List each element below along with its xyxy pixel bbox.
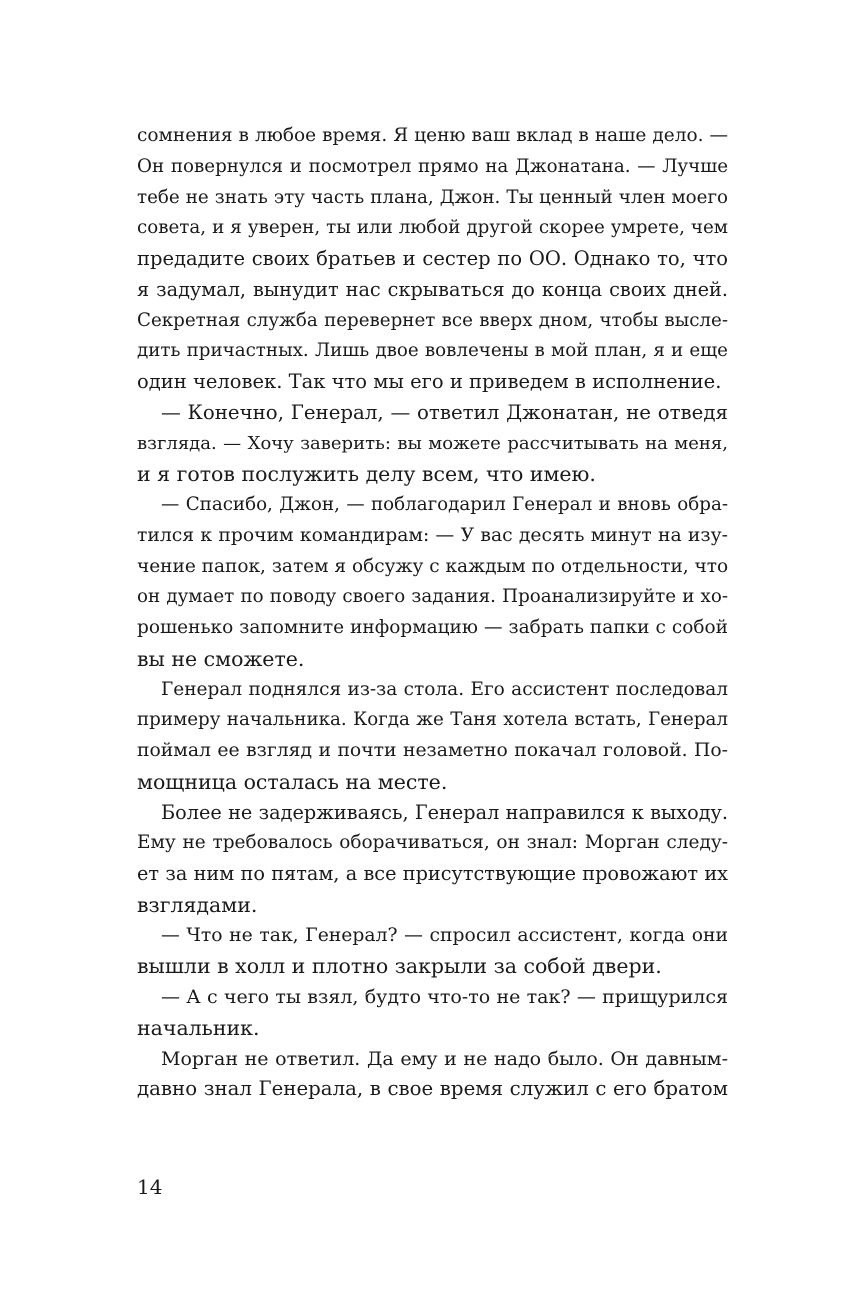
page-number: 14: [137, 1175, 163, 1199]
text-line: — А с чего ты взял, будто что-то не так? — прищурился: [161, 986, 728, 1008]
text-line: взглядами.: [137, 892, 258, 917]
text-line: ет за ним по пятам, а все присутствующие провожают их: [137, 862, 728, 885]
text-line: примеру начальника. Когда же Таня хотела встать, Генерал: [137, 709, 728, 731]
text-line: предадите своих братьев и сестер по ОО. Однако то, что: [137, 247, 728, 270]
body-text: [137, 121, 728, 1105]
text-line: взгляда. — Хочу заверить: вы можете рассчитывать на меня,: [137, 432, 728, 454]
text-line: чение папок, затем я обсужу с каждым по отдельности, что: [137, 555, 729, 577]
text-line: начальник.: [137, 1015, 260, 1040]
text-line: один человек. Так что мы его и приведем в исполнение.: [137, 370, 722, 393]
text-line: Морган не ответил. Да ему и не надо было. Он давным-: [161, 1047, 728, 1070]
text-line: вышли в холл и плотно закрыли за собой двери.: [137, 954, 662, 979]
text-line: Секретная служба перевернет все вверх дном, чтобы высле-: [137, 309, 728, 331]
text-line: давно знал Генерала, в свое время служил с его братом: [137, 1077, 728, 1101]
text-line: — Что не так, Генерал? — спросил ассистент, когда они: [161, 924, 728, 946]
text-line: Ему не требовалось оборачиваться, он знал: Морган следу-: [137, 832, 728, 854]
text-line: Более не задерживаясь, Генерал направился к выходу.: [161, 800, 728, 824]
text-line: мощница осталась на месте.: [137, 769, 448, 794]
text-line: дить причастных. Лишь двое вовлечены в мой план, я и еще: [137, 340, 728, 362]
text-line: сомнения в любое время. Я ценю ваш вклад в наше дело. —: [137, 125, 728, 146]
text-line: тебе не знать эту часть плана, Джон. Ты ценный член моего: [137, 186, 728, 208]
text-line: и я готов послужить делу всем, что имею.: [137, 462, 596, 487]
text-line: рошенько запомните информацию — забрать папки с собой: [137, 617, 728, 638]
text-line: вы не сможете.: [137, 646, 305, 671]
text-line: совета, и я уверен, ты или любой другой скорее умрете, чем: [137, 217, 728, 239]
text-line: — Спасибо, Джон, — поблагодарил Генерал и вновь обра-: [161, 494, 728, 515]
text-line: я задумал, вынудит нас скрываться до конца своих дней.: [137, 277, 728, 301]
text-line: тился к прочим командирам: — У вас десять минут на изу-: [137, 524, 728, 546]
text-line: он думает по поводу своего задания. Проанализируйте и хо-: [137, 586, 728, 608]
text-line: Генерал поднялся из-за стола. Его ассистент последовал: [161, 678, 728, 700]
text-line: — Конечно, Генерал, — ответил Джонатан, не отведя: [161, 400, 728, 424]
text-line: Он повернулся и посмотрел прямо на Джонатана. — Лучше: [137, 155, 728, 177]
text-line: поймал ее взгляд и почти незаметно покачал головой. По-: [137, 740, 728, 761]
